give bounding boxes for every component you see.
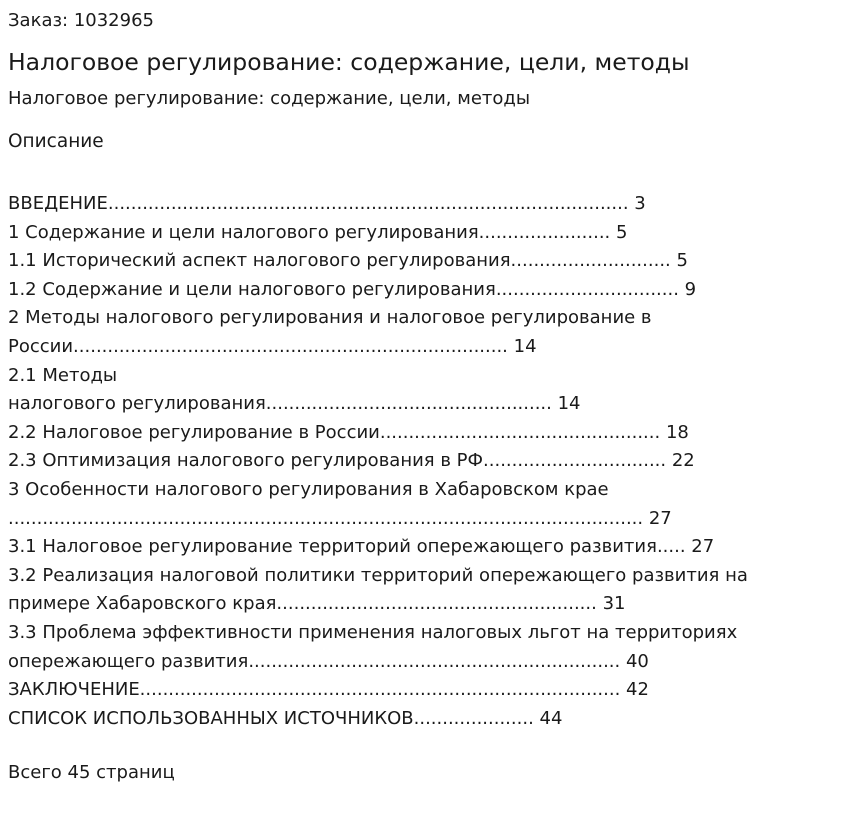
toc-entry-chapter-3: 3 Особенности налогового регулирования в Хабаровском крае xyxy=(8,478,609,500)
toc-entry-3-3: 3.3 Проблема эффективности применения налоговых льгот на территориях xyxy=(8,621,738,643)
toc-entry-references: СПИСОК ИСПОЛЬЗОВАННЫХ ИСТОЧНИКОВ..................... 44 xyxy=(8,707,563,729)
toc-entry-1-2: 1.2 Содержание и цели налогового регулирования................................ 9 xyxy=(8,278,697,300)
toc-entry-3-3-cont: опережающего развития................................................................. 40 xyxy=(8,650,649,672)
toc-entry-3-2-cont: примере Хабаровского края........................................................ 31 xyxy=(8,593,626,615)
toc-entry-2-3: 2.3 Оптимизация налогового регулирования в РФ................................ 22 xyxy=(8,450,695,472)
total-pages: Всего 45 страниц xyxy=(8,762,175,783)
page-title: Налоговое регулирование: содержание, цели, методы xyxy=(8,48,690,76)
toc-entry-2-1-cont: налогового регулирования.................................................. 14 xyxy=(8,393,581,415)
order-number: Заказ: 1032965 xyxy=(8,10,154,31)
description-heading: Описание xyxy=(8,131,104,152)
toc-entry-2-2: 2.2 Налоговое регулирование в России................................................. 18 xyxy=(8,421,689,443)
toc-entry-introduction: ВВЕДЕНИЕ........................................................................................... 3 xyxy=(8,193,646,214)
toc-entry-chapter-3-cont: ............................................................................................................... 27 xyxy=(8,507,672,529)
toc-entry-chapter-1: 1 Содержание и цели налогового регулирования....................... 5 xyxy=(8,221,628,243)
table-of-contents xyxy=(8,190,838,733)
page-subtitle: Налоговое регулирование: содержание, цели, методы xyxy=(8,88,531,109)
toc-entry-conclusion: ЗАКЛЮЧЕНИЕ.................................................................................... 42 xyxy=(8,679,649,701)
toc-entry-1-1: 1.1 Исторический аспект налогового регулирования............................ 5 xyxy=(8,250,688,272)
toc-entry-chapter-2-cont: России............................................................................ 14 xyxy=(8,335,537,357)
toc-entry-3-1: 3.1 Налоговое регулирование территорий опережающего развития..... 27 xyxy=(8,536,715,558)
toc-entry-2-1: 2.1 Методы xyxy=(8,364,118,386)
toc-entry-chapter-2: 2 Методы налогового регулирования и налоговое регулирование в xyxy=(8,307,652,329)
toc-entry-3-2: 3.2 Реализация налоговой политики территорий опережающего развития на xyxy=(8,564,748,586)
